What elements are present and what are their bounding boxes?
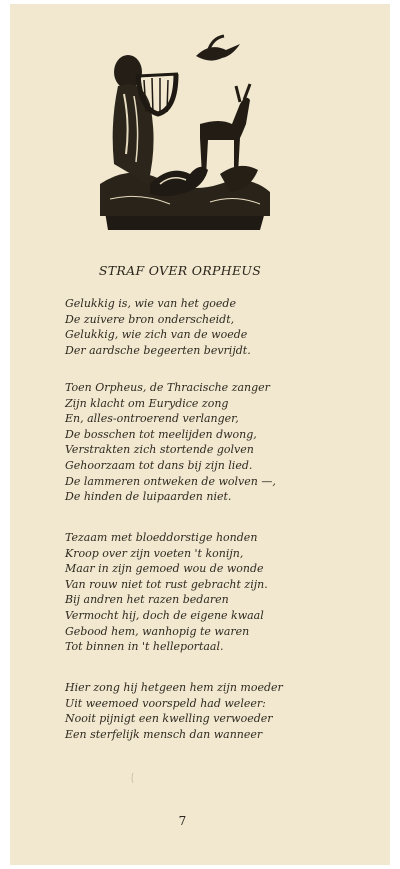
page-number: 7 xyxy=(178,814,187,828)
poem-line: Verstrakten zich stortende golven xyxy=(65,443,254,457)
poem-line: Gehoorzaam tot dans bij zijn lied. xyxy=(65,458,253,472)
poem-line: Tot binnen in 't helleportaal. xyxy=(65,640,224,654)
poem-line: Der aardsche begeerten bevrijdt. xyxy=(65,343,251,357)
poem-line: De hinden de luipaarden niet. xyxy=(65,490,232,504)
book-page xyxy=(10,4,390,865)
poem-line: Bij andren het razen bedaren xyxy=(65,593,229,607)
poem-line: Zijn klacht om Eurydice zong xyxy=(65,396,229,410)
paper-speck-mark xyxy=(130,772,136,784)
poem-line: Kroop over zijn voeten 't konijn, xyxy=(65,546,244,560)
poem-line: De bosschen tot meelijden dwong, xyxy=(65,427,257,441)
stanza-4 xyxy=(65,680,365,742)
poem-line: Gelukkig is, wie van het goede xyxy=(65,297,236,310)
poem-line: Een sterfelijk mensch dan wanneer xyxy=(65,727,263,741)
poem-line: Vermocht hij, doch de eigene kwaal xyxy=(65,608,264,622)
poem-line: De lammeren ontweken de wolven —, xyxy=(65,474,276,488)
orpheus-woodcut-illustration xyxy=(100,34,270,234)
poem-line: Tezaam met bloeddorstige honden xyxy=(65,531,258,544)
poem-line: En, alles-ontroerend verlanger, xyxy=(65,412,239,426)
stanza-1 xyxy=(65,296,365,358)
poem-line: Maar in zijn gemoed wou de wonde xyxy=(65,562,264,576)
poem-line: Van rouw niet tot rust gebracht zijn. xyxy=(65,577,268,591)
stanza-2 xyxy=(65,380,365,505)
poem-line: Toen Orpheus, de Thracische zanger xyxy=(65,381,270,394)
poem-line: De zuivere bron onderscheidt, xyxy=(65,312,235,326)
poem-line: Nooit pijnigt een kwelling verwoeder xyxy=(65,712,273,726)
poem-line: Uit weemoed voorspeld had weleer: xyxy=(65,696,266,710)
poem-title: STRAF OVER ORPHEUS xyxy=(98,263,262,278)
poem-line: Hier zong hij hetgeen hem zijn moeder xyxy=(65,681,283,694)
poem-line: Gebood hem, wanhopig te waren xyxy=(65,624,250,638)
poem-line: Gelukkig, wie zich van de woede xyxy=(65,328,248,342)
stanza-3 xyxy=(65,530,365,655)
